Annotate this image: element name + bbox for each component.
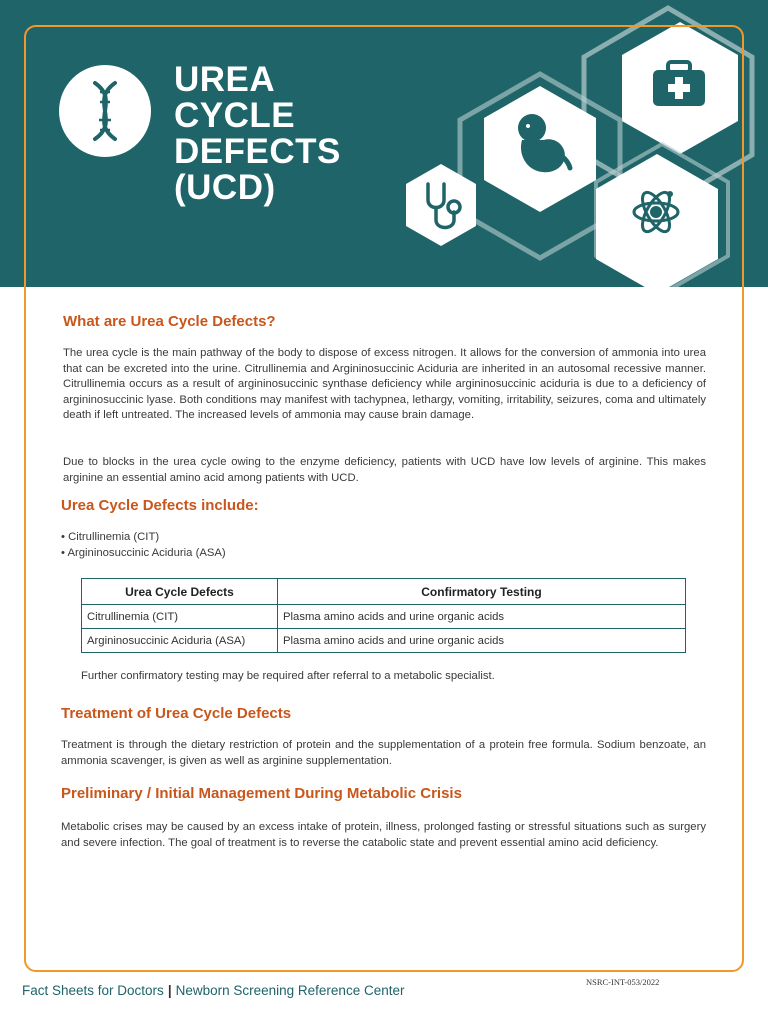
fetus-icon xyxy=(512,110,574,176)
title-line: UREA xyxy=(174,60,276,99)
table-header-cell: Confirmatory Testing xyxy=(278,579,686,605)
title-line: DEFECTS xyxy=(174,132,341,171)
document-code: NSRC-INT-053/2022 xyxy=(586,977,660,987)
crisis-paragraph: Metabolic crises may be caused by an excess intake of protein, illness, prolonged fasting or stressful situations such as surgery and severe infection. The goal of treatment is to reverse the catabolic state and prevent essential amino acid deficiency. xyxy=(61,821,706,849)
treatment-paragraph: Treatment is through the dietary restriction of protein and the supplementation of a protein free formula. Sodium benzoate, an ammonia scavenger, is given as well as arginine supplementation. xyxy=(61,739,706,767)
ucd-list xyxy=(61,529,226,561)
section-heading-include: Urea Cycle Defects include: xyxy=(61,497,259,514)
footer-fact-sheets: Fact Sheets for Doctors xyxy=(22,983,164,998)
what-paragraph-1: The urea cycle is the main pathway of the body to dispose of excess nitrogen. It allows for the conversion of ammonia into urea that can be excreted into the urine. Citrullinemia and Argininosuccinic Aciduria are inherited in an autosomal recessive manner. Citrullinemia occurs as a result of argininosuccinic synthase deficiency while argininosuccinic aciduria is due to a deficiency of argininosuccinic lyase. Both conditions may manifest with tachypnea, lethargy, vomiting, irritability, seizures, coma and ultimately death if left untreated. The increased levels of ammonia may cause brain damage. xyxy=(63,347,706,421)
footer-nsrc: Newborn Screening Reference Center xyxy=(175,983,405,998)
table-cell: Citrullinemia (CIT) xyxy=(82,605,278,629)
medical-kit-icon xyxy=(650,60,708,110)
footer-separator: | xyxy=(167,983,172,998)
stethoscope-icon xyxy=(420,180,464,234)
table-row xyxy=(82,629,686,653)
table-note: Further confirmatory testing may be required after referral to a metabolic specialist. xyxy=(81,670,495,682)
what-paragraph-2: Due to blocks in the urea cycle owing to the enzyme deficiency, patients with UCD have low levels of arginine. This makes arginine an essential amino acid among patients with UCD. xyxy=(63,456,706,484)
footer xyxy=(22,983,404,998)
title-line: CYCLE xyxy=(174,96,296,135)
table-cell: Plasma amino acids and urine organic acids xyxy=(278,605,686,629)
title-line: (UCD) xyxy=(174,168,276,207)
dna-logo xyxy=(59,65,151,157)
table-cell: Argininosuccinic Aciduria (ASA) xyxy=(82,629,278,653)
page-title xyxy=(174,62,341,206)
ucd-table xyxy=(81,578,686,653)
section-heading-crisis: Preliminary / Initial Management During Metabolic Crisis xyxy=(61,785,462,802)
section-heading-what: What are Urea Cycle Defects? xyxy=(63,313,276,330)
dna-icon xyxy=(59,65,151,157)
table-cell: Plasma amino acids and urine organic acids xyxy=(278,629,686,653)
atom-icon xyxy=(630,186,682,238)
section-heading-treatment: Treatment of Urea Cycle Defects xyxy=(61,705,292,722)
list-item: • Citrullinemia (CIT) xyxy=(61,531,160,543)
table-row xyxy=(82,605,686,629)
list-item: • Argininosuccinic Aciduria (ASA) xyxy=(61,547,226,559)
header-banner xyxy=(0,0,768,287)
table-header-row xyxy=(82,579,686,605)
table-header-cell: Urea Cycle Defects xyxy=(82,579,278,605)
